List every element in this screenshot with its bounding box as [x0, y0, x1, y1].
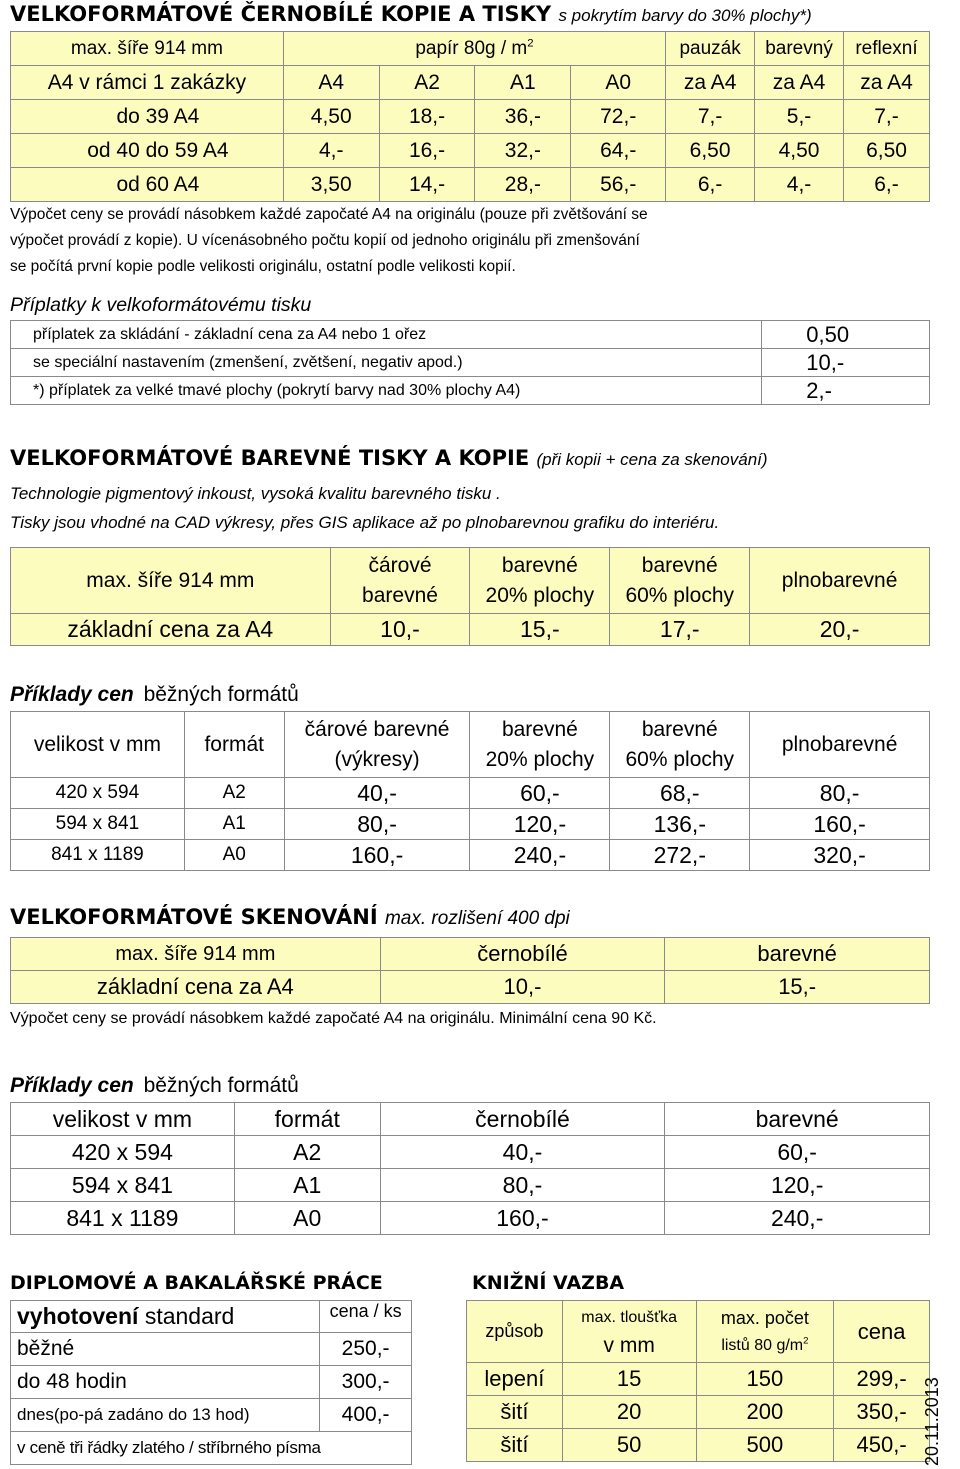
section-subtitle: s pokrytím barvy do 30% plochy*)	[558, 6, 812, 25]
table-cell: 10,-	[330, 614, 470, 646]
table-row	[11, 349, 930, 377]
table-cell: 32,-	[475, 134, 571, 168]
table-cell: 4,50	[283, 100, 379, 134]
table-cell: formát	[184, 712, 284, 778]
table-cell: 20	[562, 1396, 696, 1429]
table-cell: 64,-	[571, 134, 666, 168]
table-header-row	[467, 1301, 930, 1363]
table-cell: velikost v mm	[11, 712, 185, 778]
table-cell: lepení	[467, 1363, 563, 1396]
table-cell: vyhotovení standard	[11, 1301, 320, 1333]
table-cell: 68,-	[610, 778, 750, 809]
scan-price-table	[10, 937, 930, 1004]
table-cell: 120,-	[665, 1169, 930, 1202]
table-cell: 120,-	[470, 809, 610, 840]
table-cell: 500	[696, 1429, 834, 1462]
color-price-table	[10, 547, 930, 646]
table-cell: za A4	[844, 66, 930, 100]
table-cell: 80,-	[284, 809, 470, 840]
table-row	[11, 971, 930, 1004]
table-cell: 841 x 1189	[11, 840, 185, 871]
table-cell: 15	[562, 1363, 696, 1396]
section-title-binding: KNIŽNÍ VAZBA	[472, 1272, 625, 1294]
section-title-scanning: VELKOFORMÁTOVÉ SKENOVÁNÍ max. rozlišení 400 dpi	[10, 905, 570, 929]
table-cell: čárové barevné	[330, 548, 470, 614]
table-header-row	[11, 1301, 412, 1333]
table-cell: barevné	[665, 1103, 930, 1136]
table-cell: 299,-	[834, 1363, 930, 1396]
table-cell: 36,-	[475, 100, 571, 134]
table-cell: reflexní	[844, 32, 930, 66]
table-cell: 80,-	[750, 778, 930, 809]
bw-price-table	[10, 31, 930, 202]
table-row	[11, 809, 930, 840]
table-cell: 60,-	[665, 1136, 930, 1169]
table-row	[11, 100, 930, 134]
table-cell: velikost v mm	[11, 1103, 235, 1136]
theses-table	[10, 1300, 412, 1465]
table-cell: 420 x 594	[11, 778, 185, 809]
table-cell: 18,-	[379, 100, 475, 134]
table-cell: cena / ks	[320, 1301, 412, 1333]
table-cell: 16,-	[379, 134, 475, 168]
table-cell: 40,-	[284, 778, 470, 809]
table-cell: 4,-	[755, 168, 844, 202]
scan-note: Výpočet ceny se provádí násobkem každé započaté A4 na originálu. Minimální cena 90 Kč.	[10, 1010, 657, 1027]
table-cell: A1	[475, 66, 571, 100]
table-cell: čárové barevné (výkresy)	[284, 712, 470, 778]
table-cell: max. šíře 914 mm	[11, 548, 331, 614]
table-row	[11, 377, 930, 405]
table-cell: cena	[834, 1301, 930, 1363]
table-row	[11, 321, 930, 349]
table-cell: 2,-	[762, 377, 930, 405]
table-cell: A2	[184, 778, 284, 809]
table-cell: 6,50	[844, 134, 930, 168]
table-cell: A1	[234, 1169, 380, 1202]
table-cell: 200	[696, 1396, 834, 1429]
table-cell: A1	[184, 809, 284, 840]
table-cell: základní cena za A4	[11, 614, 331, 646]
table-row	[11, 1399, 412, 1432]
table-cell: 15,-	[470, 614, 610, 646]
table-cell: 594 x 841	[11, 809, 185, 840]
table-cell: plnobarevné	[750, 712, 930, 778]
section-title-color-prints: VELKOFORMÁTOVÉ BAREVNÉ TISKY A KOPIE (při kopii + cena za skenování)	[10, 446, 768, 470]
table-cell: příplatek za skládání - základní cena za A4 nebo 1 ořez	[11, 321, 762, 349]
table-cell: 17,-	[610, 614, 750, 646]
table-header-row	[11, 938, 930, 971]
surcharge-table	[10, 320, 930, 405]
table-cell: 150	[696, 1363, 834, 1396]
table-cell: A2	[379, 66, 475, 100]
binding-table	[466, 1300, 930, 1462]
table-cell: 3,50	[283, 168, 379, 202]
table-cell: 272,-	[610, 840, 750, 871]
table-cell: max. šíře 914 mm	[11, 32, 284, 66]
table-cell: 136,-	[610, 809, 750, 840]
table-cell: do 48 hodin	[11, 1366, 320, 1399]
table-cell: černobílé	[380, 1103, 665, 1136]
table-header-row	[11, 1103, 930, 1136]
table-cell: 50	[562, 1429, 696, 1462]
color-examples-table	[10, 711, 930, 871]
table-cell: 0,50	[762, 321, 930, 349]
table-cell: 4,50	[755, 134, 844, 168]
table-cell: 56,-	[571, 168, 666, 202]
table-cell: 10,-	[380, 971, 665, 1004]
table-cell: 160,-	[750, 809, 930, 840]
table-cell: černobílé	[380, 938, 665, 971]
table-row	[467, 1363, 930, 1396]
table-cell: 10,-	[762, 349, 930, 377]
table-cell: za A4	[666, 66, 755, 100]
table-cell: barevný	[755, 32, 844, 66]
table-cell: 7,-	[666, 100, 755, 134]
table-cell: 6,-	[844, 168, 930, 202]
table-cell: 160,-	[284, 840, 470, 871]
table-cell: 28,-	[475, 168, 571, 202]
table-cell: barevné 20% plochy	[470, 712, 610, 778]
table-cell: 320,-	[750, 840, 930, 871]
table-cell: barevné 20% plochy	[470, 548, 610, 614]
table-cell: za A4	[755, 66, 844, 100]
table-row	[11, 1169, 930, 1202]
table-cell: formát	[234, 1103, 380, 1136]
table-cell: 40,-	[380, 1136, 665, 1169]
table-cell: dnes(po-pá zadáno do 13 hod)	[11, 1399, 320, 1432]
table-cell: max. počet listů 80 $g/m^2$	[696, 1301, 834, 1363]
table-cell: 6,-	[666, 168, 755, 202]
table-cell: max. šíře 914 mm	[11, 938, 381, 971]
table-row	[11, 1202, 930, 1235]
table-cell: barevné 60% plochy	[610, 548, 750, 614]
table-cell: od 40 do 59 A4	[11, 134, 284, 168]
table-cell: barevné 60% plochy	[610, 712, 750, 778]
table-cell: způsob	[467, 1301, 563, 1363]
table-cell: 14,-	[379, 168, 475, 202]
table-row	[11, 1333, 412, 1366]
table-cell: základní cena za A4	[11, 971, 381, 1004]
table-cell: A2	[234, 1136, 380, 1169]
table-cell: A4 v rámci 1 zakázky	[11, 66, 284, 100]
table-cell: *) příplatek za velké tmavé plochy (pokrytí barvy nad 30% plochy A4)	[11, 377, 762, 405]
table-cell: 400,-	[320, 1399, 412, 1432]
table-cell: do 39 A4	[11, 100, 284, 134]
table-cell: šití	[467, 1429, 563, 1462]
table-cell: 20,-	[750, 614, 930, 646]
date-stamp: 20.11.2013	[922, 1377, 942, 1466]
section-title-bw-copies: VELKOFORMÁTOVÉ ČERNOBÍLÉ KOPIE A TISKY s pokrytím barvy do 30% plochy*)	[10, 2, 812, 26]
table-cell: pauzák	[666, 32, 755, 66]
table-cell: běžné	[11, 1333, 320, 1366]
table-header-row	[11, 32, 930, 66]
table-header-row	[11, 548, 930, 614]
table-cell: 160,-	[380, 1202, 665, 1235]
table-row	[11, 1366, 412, 1399]
usage-line: Tisky jsou vhodné na CAD výkresy, přes GIS aplikace až po plnobarevnou grafiku do interiéru.	[10, 513, 720, 532]
table-cell: 350,-	[834, 1396, 930, 1429]
section-subtitle: max. rozlišení 400 dpi	[384, 908, 570, 929]
technology-line: Technologie pigmentový inkoust, vysoká kvalitu barevného tisku .	[10, 484, 501, 503]
table-cell: 7,-	[844, 100, 930, 134]
table-header-row	[11, 712, 930, 778]
table-cell: šití	[467, 1396, 563, 1429]
table-cell: max. tloušťka v mm	[562, 1301, 696, 1363]
table-header-row	[11, 66, 930, 100]
table-cell: od 60 A4	[11, 168, 284, 202]
table-cell: A0	[234, 1202, 380, 1235]
examples-title: Příklady cen běžných formátů	[10, 1074, 299, 1097]
table-row	[11, 168, 930, 202]
table-cell: 594 x 841	[11, 1169, 235, 1202]
table-cell: 841 x 1189	[11, 1202, 235, 1235]
table-cell: plnobarevné	[750, 548, 930, 614]
table-row	[11, 614, 930, 646]
table-cell: A0	[571, 66, 666, 100]
examples-title: Příklady cen běžných formátů	[10, 683, 299, 706]
table-cell: A4	[283, 66, 379, 100]
surcharge-title: Příplatky k velkoformátovému tisku	[10, 294, 312, 316]
table-row	[11, 1432, 412, 1465]
table-cell: 80,-	[380, 1169, 665, 1202]
scan-examples-table	[10, 1102, 930, 1235]
table-cell: 420 x 594	[11, 1136, 235, 1169]
table-cell: 6,50	[666, 134, 755, 168]
table-cell: 72,-	[571, 100, 666, 134]
table-cell: 250,-	[320, 1333, 412, 1366]
table-cell: 450,-	[834, 1429, 930, 1462]
paper-header: papír $80g / m^2$	[283, 32, 665, 66]
table-row	[467, 1429, 930, 1462]
calculation-note: Výpočet ceny se provádí násobkem každé započaté A4 na originálu (pouze při zvětšování se výpočet provádí z kopie). U vícenásobného počtu kopií od jednoho originálu při zmenšování se počítá první kopie podle velikosti originálu, ostatní podle velikosti kopií.	[10, 206, 648, 275]
table-cell: 15,-	[665, 971, 930, 1004]
table-cell: barevné	[665, 938, 930, 971]
table-cell: 240,-	[470, 840, 610, 871]
table-cell: A0	[184, 840, 284, 871]
table-row	[11, 134, 930, 168]
table-row	[11, 1136, 930, 1169]
section-title-theses: DIPLOMOVÉ A BAKALÁŘSKÉ PRÁCE	[10, 1272, 383, 1294]
table-row	[11, 840, 930, 871]
table-row	[11, 778, 930, 809]
section-subtitle: (při kopii + cena za skenování)	[536, 450, 768, 469]
table-cell: 300,-	[320, 1366, 412, 1399]
table-row	[467, 1396, 930, 1429]
table-cell: 4,-	[283, 134, 379, 168]
table-cell: 5,-	[755, 100, 844, 134]
table-cell: v ceně tři řádky zlatého / stříbrného písma	[11, 1432, 412, 1465]
table-cell: 240,-	[665, 1202, 930, 1235]
table-cell: se speciální nastavením (zmenšení, zvětšení, negativ apod.)	[11, 349, 762, 377]
table-cell: 60,-	[470, 778, 610, 809]
